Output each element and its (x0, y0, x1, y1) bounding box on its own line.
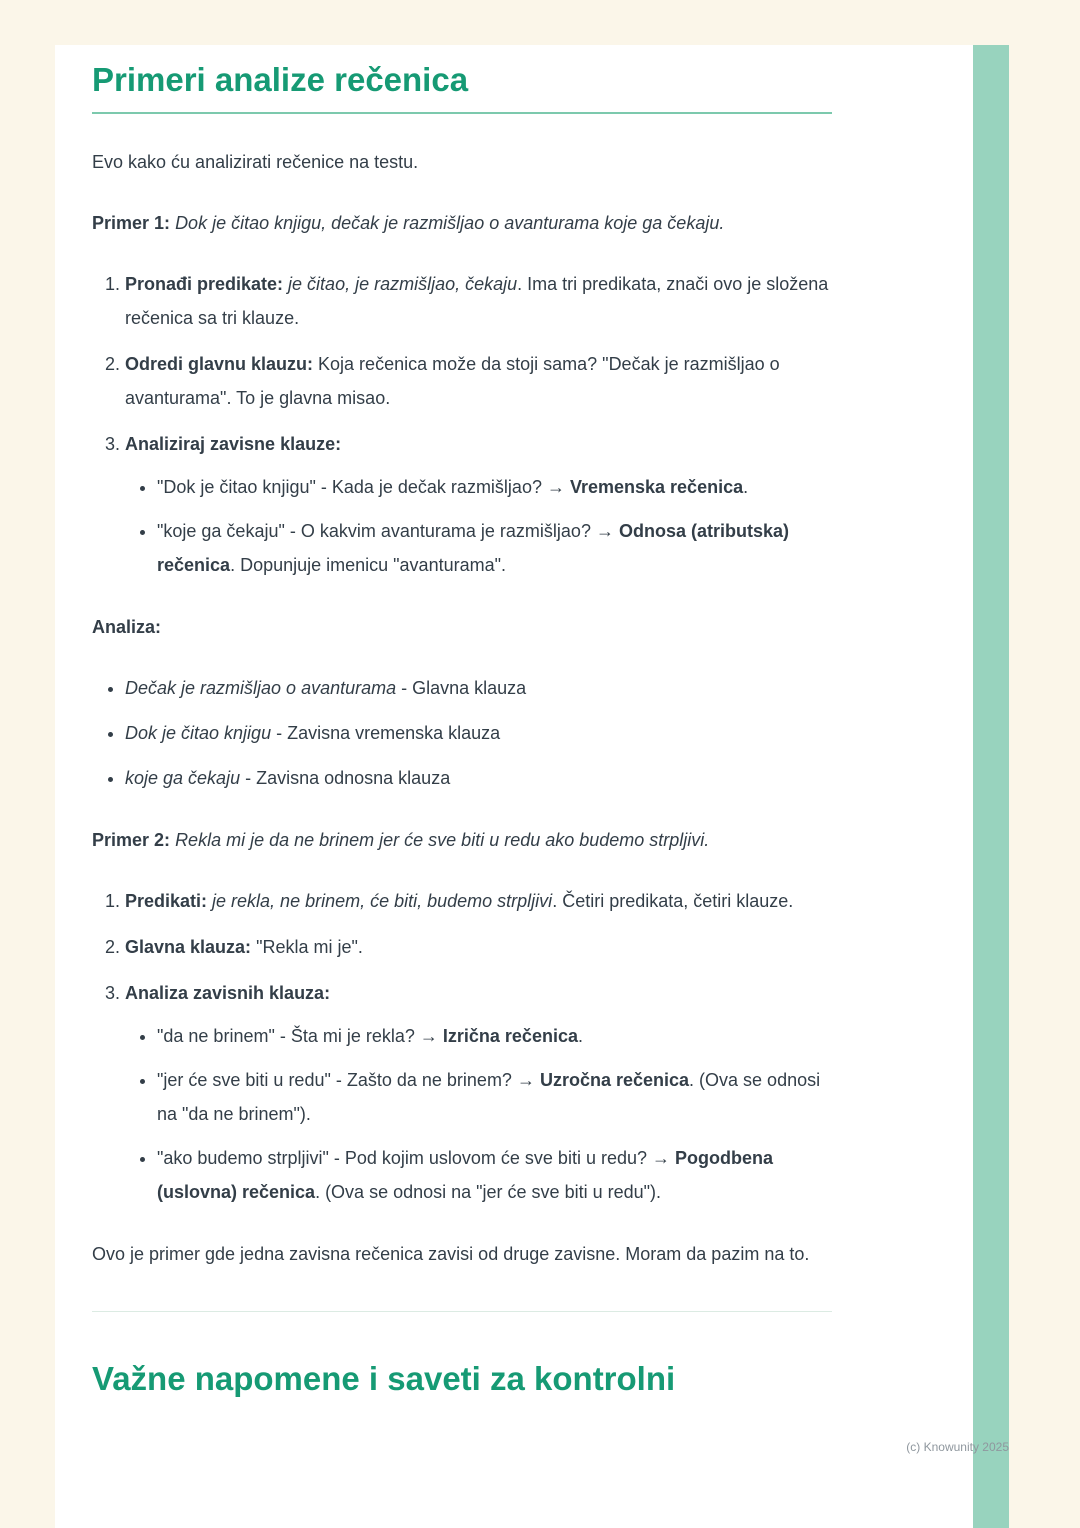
page-title: Primeri analize rečenica (92, 59, 832, 114)
step-item (125, 930, 832, 964)
analysis-item (125, 716, 832, 750)
bullet-item (157, 1063, 832, 1131)
step-text: Glavna klauza: "Rekla mi je". (125, 937, 363, 958)
example-1-heading: Primer 1: Dok je čitao knjigu, dečak je razmišljao o avanturama koje ga čekaju. (92, 213, 725, 234)
step-text: Analiziraj zavisne klauze: (125, 434, 342, 455)
step-text: Pronađi predikate: je čitao, je razmišljao, čekaju. Ima tri predikata, znači ovo je složena rečenica sa tri klauze. (125, 274, 829, 329)
example-2-heading: Primer 2: Rekla mi je da ne brinem jer će sve biti u redu ako budemo strpljivi. (92, 830, 710, 851)
analysis-text: koje ga čekaju - Zavisna odnosna klauza (125, 768, 451, 789)
step-item (125, 267, 832, 335)
document-content (55, 45, 872, 1400)
document-sheet (55, 45, 973, 1528)
sub-bullet-list (125, 470, 832, 582)
example-1-step-list (92, 267, 832, 582)
step-item (125, 347, 832, 415)
analysis-item (125, 671, 832, 705)
accent-stripe (973, 45, 1009, 1528)
bullet-item (157, 1019, 832, 1053)
section-2-title: Važne napomene i saveti za kontrolni (92, 1360, 676, 1398)
example-2-step-list (92, 884, 832, 1209)
step-item (125, 976, 832, 1209)
sub-bullet-list (125, 1019, 832, 1209)
bullet-item (157, 1141, 832, 1209)
bullet-text: "Dok je čitao knjigu" - Kada je dečak razmišljao? → Vremenska rečenica. (157, 477, 749, 498)
analysis-item (125, 761, 832, 795)
bullet-text: "da ne brinem" - Šta mi je rekla? → Izrična rečenica. (157, 1026, 583, 1047)
step-item (125, 884, 832, 918)
copyright-note: (c) Knowunity 2025 (906, 1440, 1009, 1454)
closing-paragraph: Ovo je primer gde jedna zavisna rečenica zavisi od druge zavisne. Moram da pazim na to. (92, 1244, 810, 1265)
analysis-list (92, 671, 832, 795)
step-text: Predikati: je rekla, ne brinem, će biti, budemo strpljivi. Četiri predikata, četiri klauze. (125, 891, 794, 912)
bullet-item (157, 470, 832, 504)
analysis-label: Analiza: (92, 617, 162, 638)
step-text: Odredi glavnu klauzu: Koja rečenica može da stoji sama? "Dečak je razmišljao o avanturama". To je glavna misao. (125, 354, 780, 409)
intro-paragraph: Evo kako ću analizirati rečenice na testu. (92, 152, 419, 173)
step-item (125, 427, 832, 582)
bullet-text: "koje ga čekaju" - O kakvim avanturama je razmišljao? → Odnosa (atributska) rečenica. Dopunjuje imenicu "avanturama". (157, 521, 789, 576)
section-divider (92, 1311, 832, 1312)
analysis-text: Dečak je razmišljao o avanturama - Glavna klauza (125, 678, 527, 699)
bullet-text: "jer će sve biti u redu" - Zašto da ne brinem? → Uzročna rečenica. (Ova se odnosi na "da ne brinem"). (157, 1070, 821, 1125)
bullet-item (157, 514, 832, 582)
step-text: Analiza zavisnih klauza: (125, 983, 331, 1004)
bullet-text: "ako budemo strpljivi" - Pod kojim uslovom će sve biti u redu? → Pogodbena (uslovna) rečenica. (Ova se odnosi na "jer će sve biti u redu"). (157, 1148, 773, 1203)
analysis-text: Dok je čitao knjigu - Zavisna vremenska klauza (125, 723, 501, 744)
